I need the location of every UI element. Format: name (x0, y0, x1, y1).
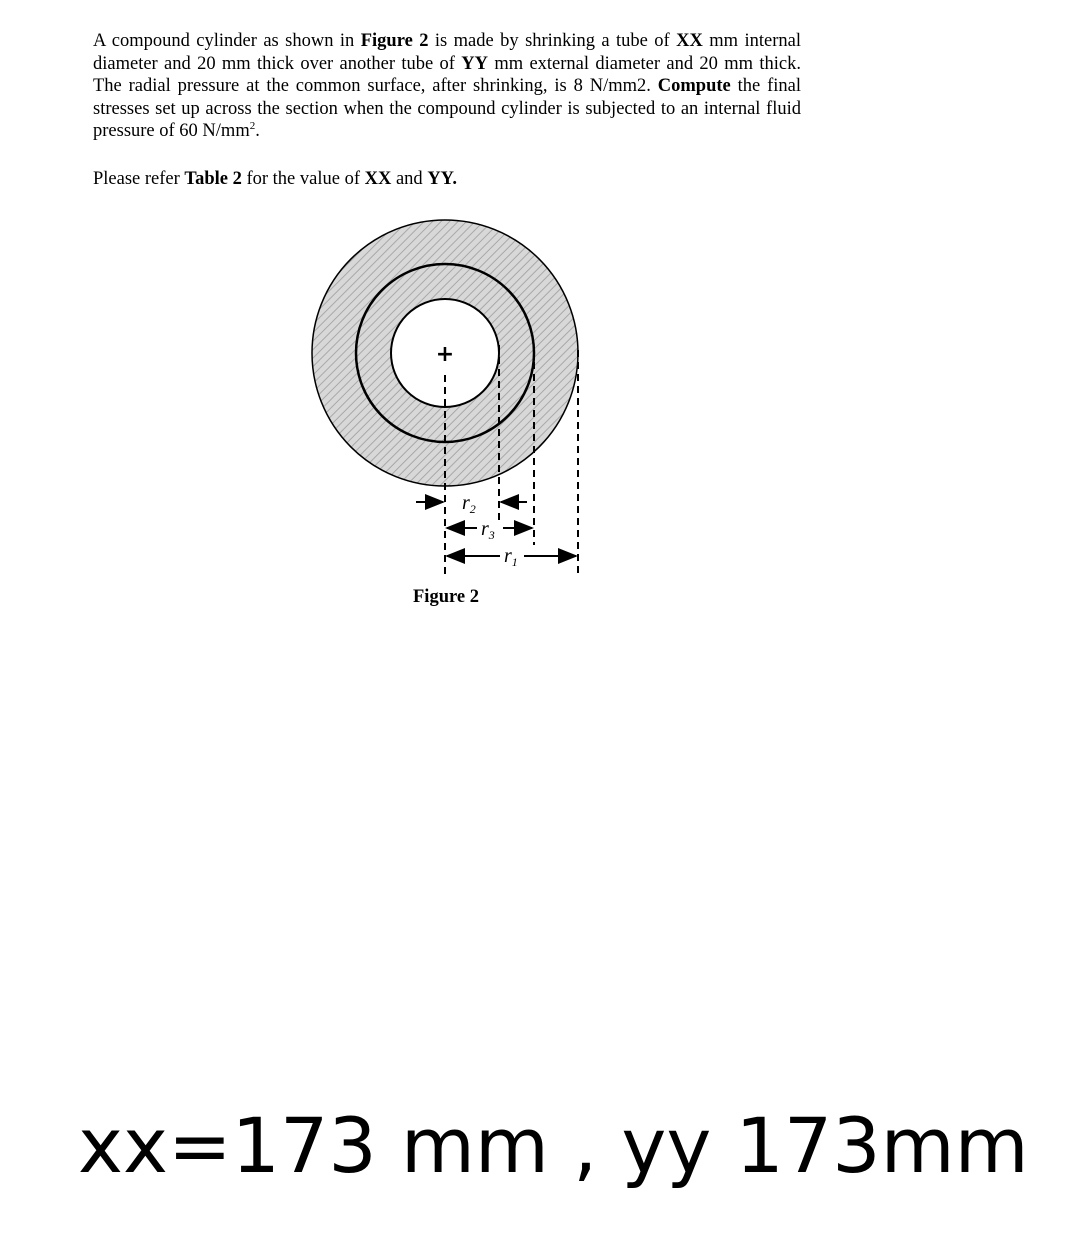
r1-label: $r_1$ (504, 545, 518, 569)
r3-label: $r_3$ (481, 518, 495, 542)
center-mark: + (435, 342, 455, 367)
table-reference-line: Please refer Table 2 for the value of XX and YY. (93, 169, 457, 189)
problem-statement: A compound cylinder as shown in Figure 2 is made by shrinking a tube of XX mm internal diameter and 20 mm thick over another tube of YY mm external diameter and 20 mm thick. The radial pressure at the common surface, after shrinking, is 8 N/mm2. Compute the final stresses set up across the section when the compound cylinder is subjected to an internal fluid pressure of 60 $N/mm^2$. (93, 31, 801, 141)
compute-keyword: Compute (657, 76, 731, 96)
yy-variable: YY (461, 53, 488, 74)
xx-variable: XX (676, 31, 703, 51)
figure-reference: Figure 2 (360, 31, 429, 51)
table-reference: Table 2 (184, 169, 242, 189)
figure-caption: Figure 2 (413, 587, 479, 607)
r2-label: $r_2$ (462, 492, 476, 516)
handwritten-note: xx=173 mm , yy 173mm (78, 1101, 1029, 1190)
